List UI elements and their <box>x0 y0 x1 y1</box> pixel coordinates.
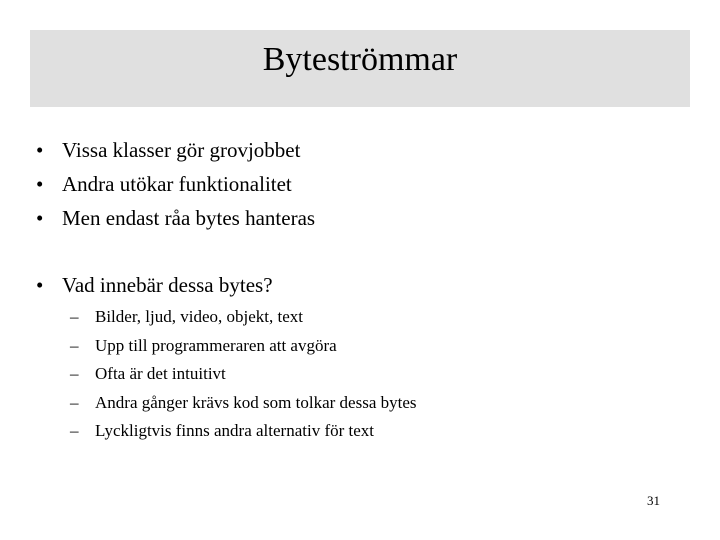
bullet-marker: • <box>36 206 44 230</box>
bullet-text: Andra utökar funktionalitet <box>62 172 292 196</box>
dash-marker: – <box>70 335 79 355</box>
bullet-marker: • <box>36 172 44 196</box>
dash-marker: – <box>70 392 79 412</box>
question-text: Vad innebär dessa bytes? <box>62 273 273 297</box>
sub-bullet-text: Bilder, ljud, video, objekt, text <box>95 307 304 326</box>
title-bar <box>30 30 690 107</box>
dash-marker: – <box>70 421 79 440</box>
page-number: 31 <box>647 493 660 508</box>
sub-bullet-text: Ofta är det intuitivt <box>95 364 226 383</box>
slide-title: Byteströmmar <box>262 41 458 78</box>
sub-bullet-text: Lyckligtvis finns andra alternativ för text <box>95 421 375 440</box>
sub-bullet-text: Upp till programmeraren att avgöra <box>95 335 337 355</box>
sub-bullet-text: Andra gånger krävs kod som tolkar dessa bytes <box>95 392 417 412</box>
dash-marker: – <box>70 364 79 383</box>
bullet-marker: • <box>36 273 44 297</box>
bullet-text: Men endast råa bytes hanteras <box>62 206 316 230</box>
bullet-text: Vissa klasser gör grovjobbet <box>62 138 301 162</box>
dash-marker: – <box>70 307 79 326</box>
bullet-marker: • <box>36 138 44 162</box>
